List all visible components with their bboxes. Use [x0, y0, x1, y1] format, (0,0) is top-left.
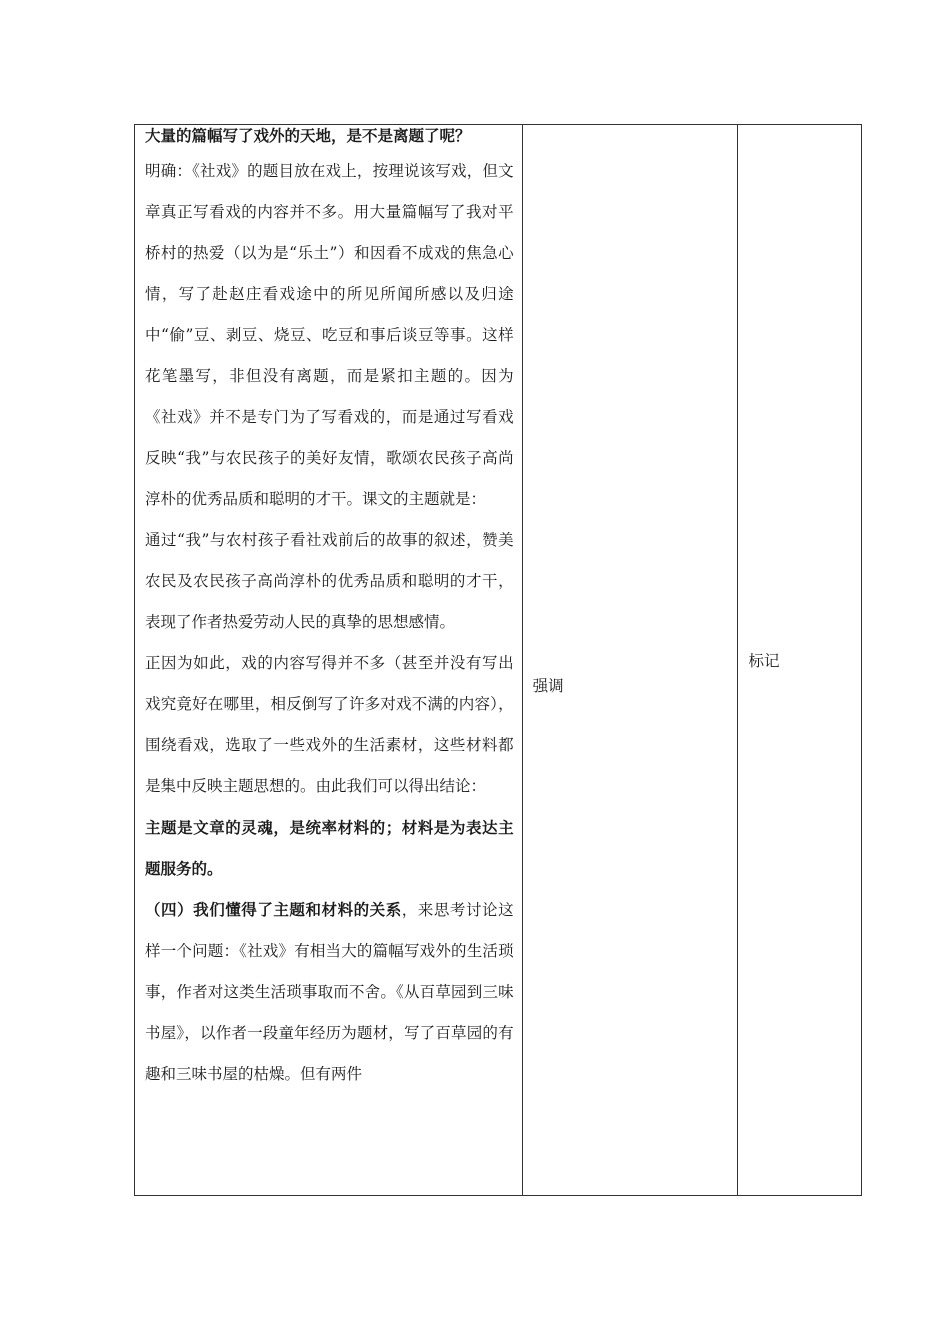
lesson-table: [134, 124, 862, 1196]
conclusion-paragraph: 正因为如此，戏的内容写得并不多（甚至并没有写出戏究竟好在哪里，相反倒写了许多对戏不满的内容），围绕看戏，选取了一些戏外的生活素材，这些材料都是集中反映主题思想的。由此我们可以得出结论：: [145, 654, 514, 795]
section-four: [145, 889, 514, 1095]
section-four-text: ，来思考讨论这样一个问题：《社戏》有相当大的篇幅写戏外的生活琐事，作者对这类生活琐事取而不舍。《从百草园到三味书屋》，以作者一段童年经历为题材，写了百草园的有趣和三味书屋的枯燥。但有两件: [145, 901, 514, 1083]
teacher-note: 强调: [532, 677, 564, 695]
theme-statement: 通过“我”与农村孩子看社戏前后的故事的叙述，赞美农民及农民孩子高尚淳朴的优秀品质和聪明的才干，表现了作者热爱劳动人民的真挚的思想感情。: [145, 531, 514, 631]
teacher-activity-cell: [522, 125, 738, 1196]
answer-paragraph: 明确：《社戏》的题目放在戏上，按理说该写戏，但文章真正写看戏的内容并不多。用大量篇幅写了我对平桥村的热爱（以为是“乐土”）和因看不成戏的焦急心情，写了赴赵庄看戏途中的所见所闻所感以及归途中“偷”豆、剥豆、烧豆、吃豆和事后谈豆等事。这样花笔墨写，非但没有离题，而是紧扣主题的。因为《社戏》并不是专门为了写看戏的，而是通过写看戏反映“我”与农民孩子的美好友情，歌颂农民孩子高尚淳朴的优秀品质和聪明的才干。课文的主题就是：: [145, 162, 514, 508]
discussion-question: 大量的篇幅写了戏外的天地，是不是离题了呢？: [145, 126, 471, 145]
key-point: 主题是文章的灵魂，是统率材料的；材料是为表达主题服务的。: [145, 818, 514, 878]
student-note: 标记: [748, 652, 780, 670]
student-activity-cell: [738, 125, 862, 1196]
section-four-heading: （四）我们懂得了主题和材料的关系: [145, 900, 402, 919]
lesson-row: [135, 125, 862, 1196]
content-cell: [135, 125, 523, 1196]
